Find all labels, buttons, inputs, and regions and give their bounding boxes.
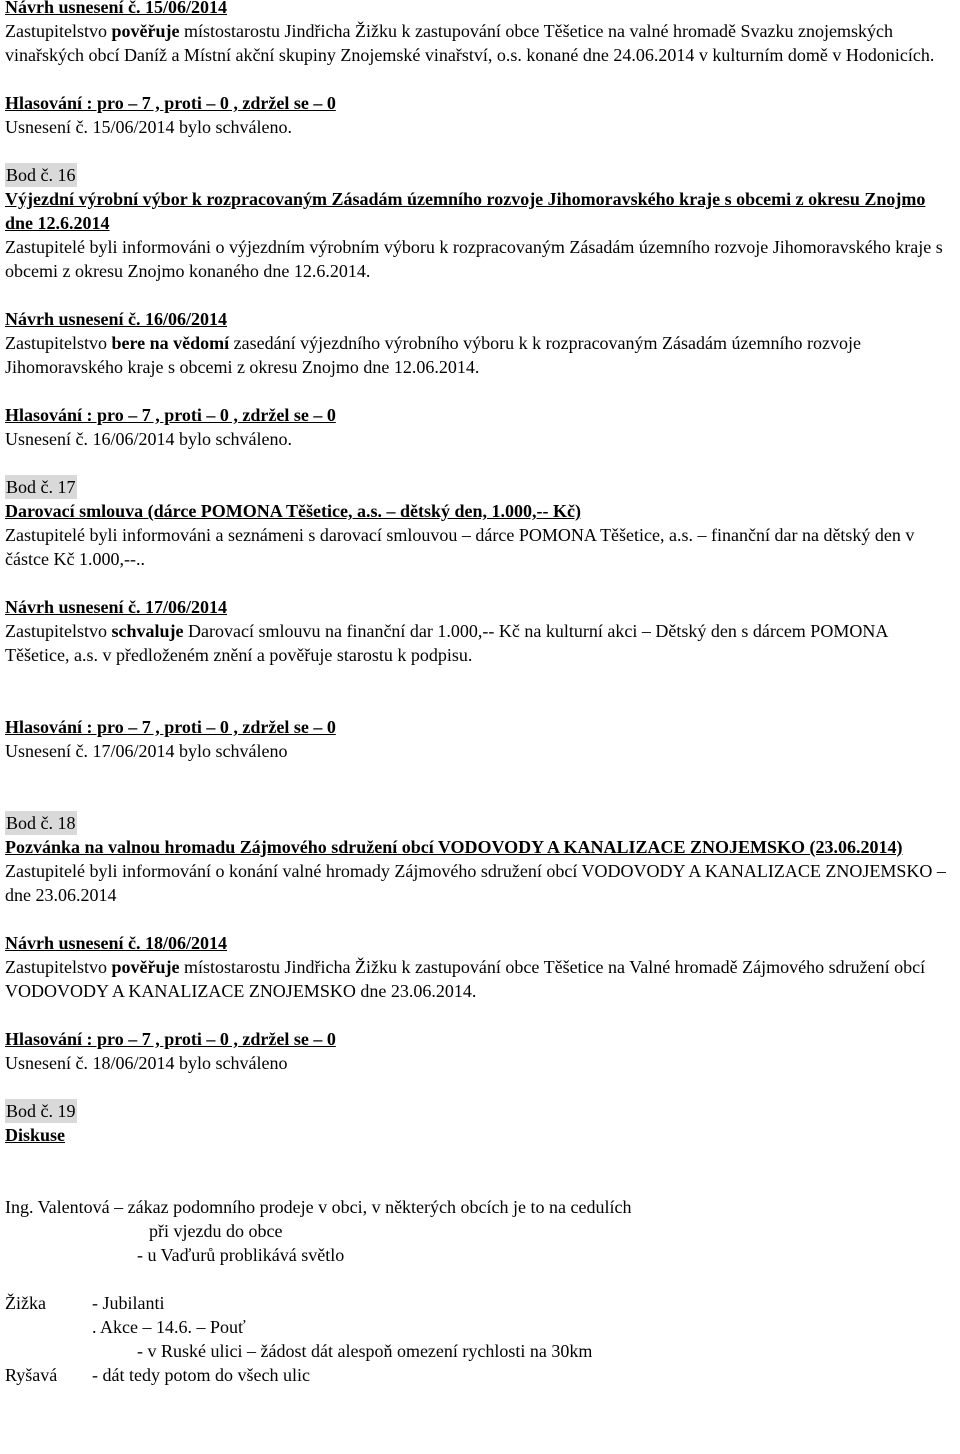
discussion-line-5: . Akce – 14.6. – Pouť	[92, 1317, 246, 1337]
vote-18: Hlasování : pro – 7 , proti – 0 , zdržel se – 0	[5, 1029, 336, 1049]
resolution-17-result: Usnesení č. 17/06/2014 bylo schváleno	[5, 741, 288, 761]
discussion-line-2: při vjezdu do obce	[149, 1221, 283, 1241]
vote-15: Hlasování : pro – 7 , proti – 0 , zdržel se – 0	[5, 93, 336, 113]
resolution-15-result: Usnesení č. 15/06/2014 bylo schváleno.	[5, 117, 292, 137]
item-19-heading: Bod č. 19	[6, 1101, 76, 1121]
item-17-text: Zastupitelé byli informováni a seznámeni s darovací smlouvou – dárce POMONA Těšetice, a.s. – finanční dar na dětský den v částce Kč 1.000,--..	[5, 525, 915, 569]
resolution-17-text: Zastupitelstvo schvaluje Darovací smlouvu na finanční dar 1.000,-- Kč na kulturní akci – Dětský den s dárcem POMONA Těšetice, a.s. v předloženém znění a pověřuje starostu k podpisu.	[5, 621, 888, 665]
document-page	[5, 0, 953, 1387]
item-17-heading: Bod č. 17	[6, 477, 76, 497]
discussion-line-4: Žižka - Jubilanti	[5, 1293, 165, 1313]
discussion-line-7: Ryšavá - dát tedy potom do všech ulic	[5, 1365, 310, 1385]
resolution-16-title: Návrh usnesení č. 16/06/2014	[5, 309, 228, 329]
item-17-title: Darovací smlouva (dárce POMONA Těšetice, a.s. – dětský den, 1.000,-- Kč)	[5, 501, 581, 521]
item-18-title: Pozvánka na valnou hromadu Zájmového sdružení obcí VODOVODY A KANALIZACE ZNOJEMSKO (23.06.2014)	[5, 837, 903, 857]
discussion-line-1: Ing. Valentová – zákaz podomního prodeje v obci, v některých obcích je to na cedulích	[5, 1197, 632, 1217]
resolution-15-text: Zastupitelstvo pověřuje místostarostu Jindřicha Žižku k zastupování obce Těšetice na valné hromadě Svazku znojemských vinařských obcí Daníž a Místní akční skupiny Znojemské vinařství, o.s. konané dne 24.06.2014 v kulturním domě v Hodonicích.	[5, 21, 935, 65]
vote-16: Hlasování : pro – 7 , proti – 0 , zdržel se – 0	[5, 405, 336, 425]
discussion-line-6: - v Ruské ulici – žádost dát alespoň omezení rychlosti na 30km	[137, 1341, 593, 1361]
resolution-16-result: Usnesení č. 16/06/2014 bylo schváleno.	[5, 429, 292, 449]
resolution-17-title: Návrh usnesení č. 17/06/2014	[5, 597, 228, 617]
resolution-18-text: Zastupitelstvo pověřuje místostarostu Jindřicha Žižku k zastupování obce Těšetice na Valné hromadě Zájmového sdružení obcí VODOVODY A KANALIZACE ZNOJEMSKO dne 23.06.2014.	[5, 957, 926, 1001]
item-19-title: Diskuse	[5, 1125, 66, 1145]
discussion-line-3: - u Vaďurů problikává světlo	[137, 1245, 345, 1265]
item-16-text: Zastupitelé byli informováni o výjezdním výrobním výboru k rozpracovaným Zásadám územního rozvoje Jihomoravského kraje s obcemi z okresu Znojmo konaného dne 12.6.2014.	[5, 237, 943, 281]
item-18-text: Zastupitelé byli informování o konání valné hromady Zájmového sdružení obcí VODOVODY A KANALIZACE ZNOJEMSKO – dne 23.06.2014	[5, 861, 946, 905]
resolution-18-result: Usnesení č. 18/06/2014 bylo schváleno	[5, 1053, 288, 1073]
resolution-18-title: Návrh usnesení č. 18/06/2014	[5, 933, 228, 953]
item-16-title: Výjezdní výrobní výbor k rozpracovaným Zásadám územního rozvoje Jihomoravského kraje s obcemi z okresu Znojmo dne 12.6.2014	[5, 189, 926, 233]
vote-17: Hlasování : pro – 7 , proti – 0 , zdržel se – 0	[5, 717, 336, 737]
item-16-heading: Bod č. 16	[6, 165, 76, 185]
resolution-15-title: Návrh usnesení č. 15/06/2014	[5, 0, 228, 17]
resolution-16-text: Zastupitelstvo bere na vědomí zasedání výjezdního výrobního výboru k k rozpracovaným Zásadám územního rozvoje Jihomoravského kraje s obcemi z okresu Znojmo dne 12.06.2014.	[5, 333, 861, 377]
item-18-heading: Bod č. 18	[6, 813, 76, 833]
